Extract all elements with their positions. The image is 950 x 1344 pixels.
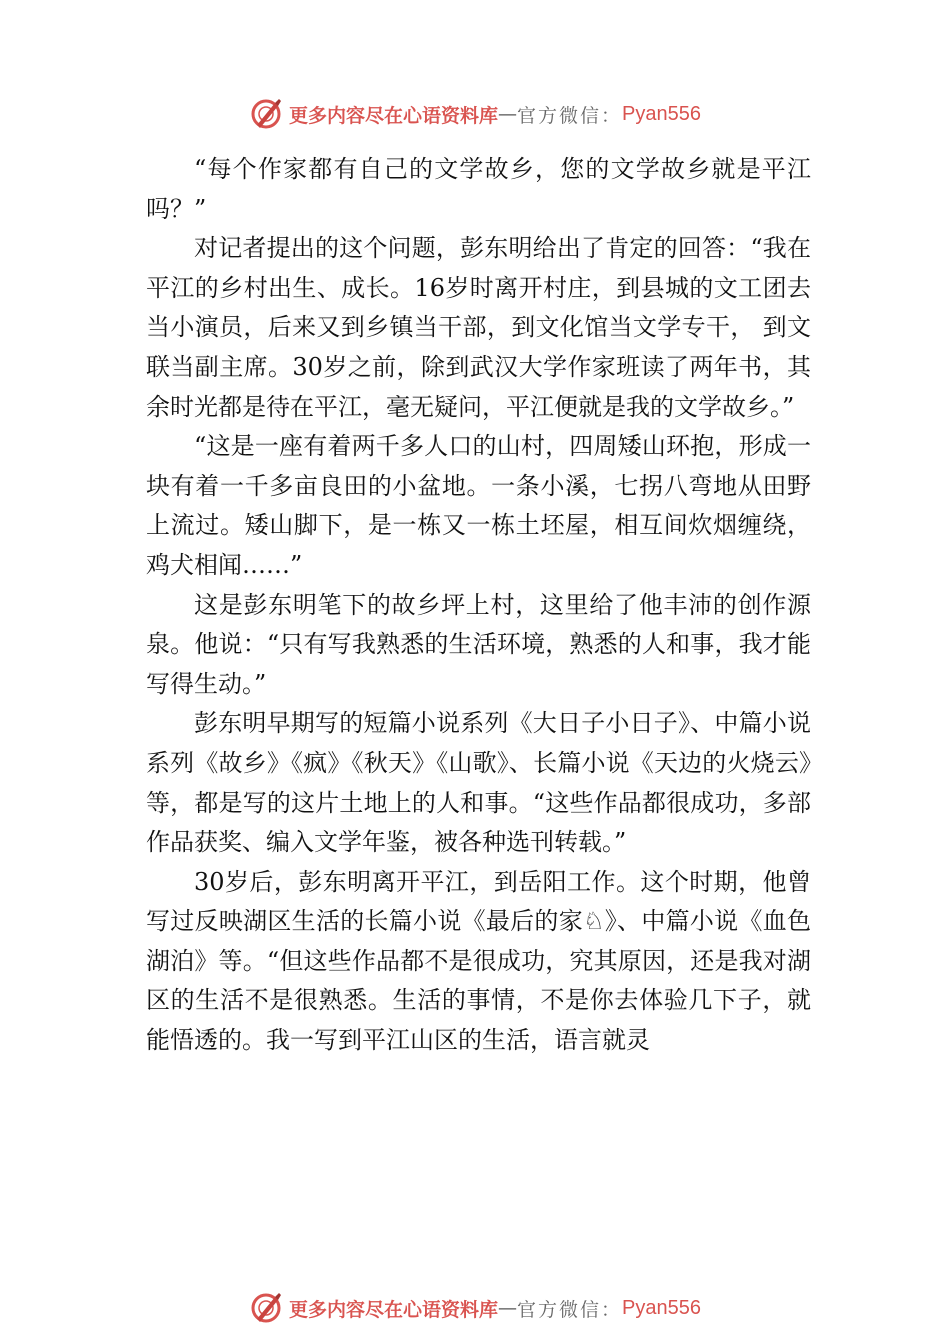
header-wechat-id: Pyan556 (622, 102, 701, 125)
footer-banner (0, 1288, 950, 1328)
brush-logo-icon (249, 97, 283, 131)
footer-wechat-label: 官方微信： (517, 1298, 623, 1321)
footer-wechat-id: Pyan556 (622, 1296, 701, 1319)
header-brand-text: 更多内容尽在心语资料库 (289, 104, 499, 127)
paragraph-4: 这是彭东明笔下的故乡坪上村，这里给了他丰沛的创作源泉。他说：“只有写我熟悉的生活环境，熟悉的人和事，我才能写得生动。” (146, 590, 811, 698)
paragraph-1: “每个作家都有自己的文学故乡，您的文学故乡就是平江吗？” (146, 155, 811, 223)
paragraph-2: 对记者提出的这个问题，彭东明给出了肯定的回答：“我在平江的乡村出生、成长。16岁时离开村庄，到县城的文工团去当小演员，后来又到乡镇当干部，到文化馆当文学专干， 到文联当副主席。30岁之前，除到武汉大学作家班读了两年书，其余时光都是待在平江，毫无疑问，平江便就是我的文学故乡。” (146, 234, 811, 421)
paragraph-5: 彭东明早期写的短篇小说系列《大日子小日子》、中篇小说系列《故乡》《疯》《秋天》《山歌》、长篇小说《天边的火烧云》等，都是写的这片土地上的人和事。“这些作品都很成功，多部作品获奖、编入文学年鉴，被各种选刊转载。” (146, 709, 811, 857)
paragraph-3: “这是一座有着两千多人口的山村，四周矮山环抱，形成一块有着一千多亩良田的小盆地。一条小溪，七拐八弯地从田野上流过。矮山脚下，是一栋又一栋土坯屋，相互间炊烟缠绕，鸡犬相闻……” (146, 432, 811, 579)
article-body (146, 150, 811, 1061)
footer-dash: — (498, 1297, 518, 1319)
paragraph-6: 30岁后，彭东明离开平江，到岳阳工作。这个时期，他曾写过反映湖区生活的长篇小说《最后的家♘》、中篇小说《血色湖泊》等。“但这些作品都不是很成功，究其原因，还是我对湖区的生活不是很熟悉。生活的事情，不是你去体验几下子，就能悟透的。我一写到平江山区的生活，语言就灵 (146, 867, 811, 1055)
header-banner (0, 94, 950, 134)
header-wechat-label: 官方微信： (517, 104, 623, 127)
brush-logo-icon (249, 1291, 283, 1325)
footer-brand-text: 更多内容尽在心语资料库 (289, 1298, 499, 1321)
header-dash: — (498, 103, 518, 125)
